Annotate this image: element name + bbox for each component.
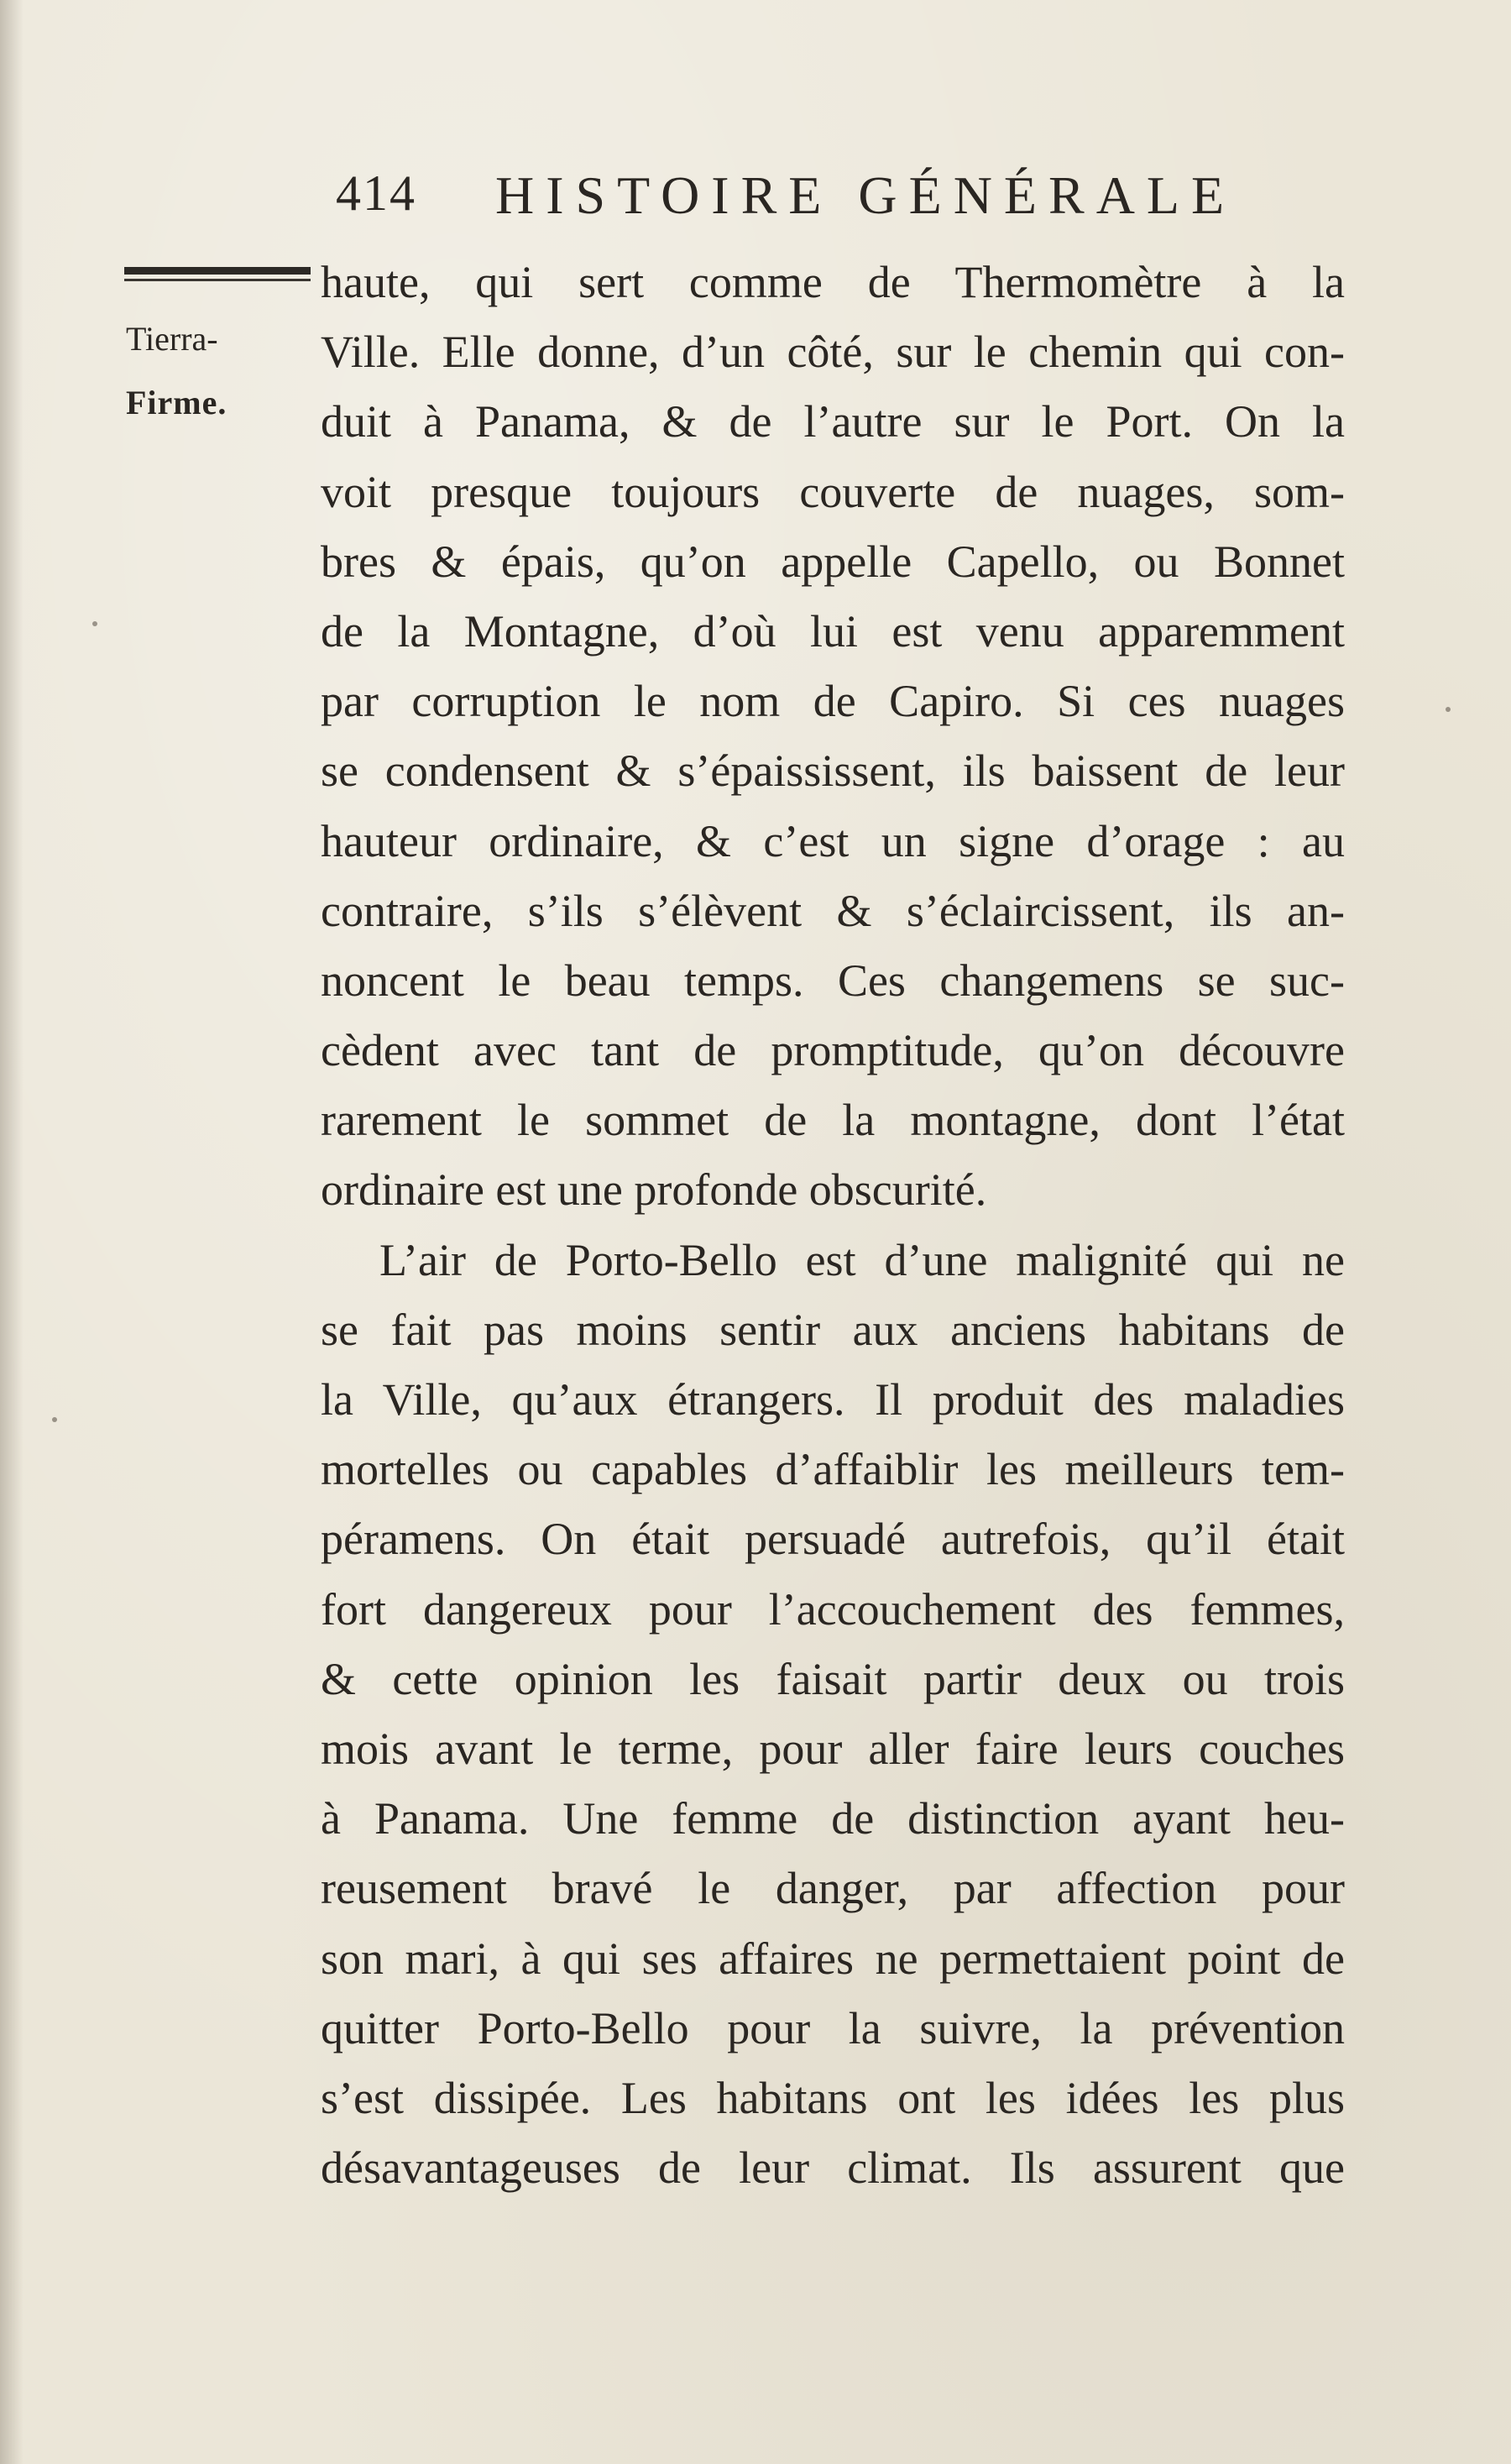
running-title: HISTOIRE GÉNÉRALE xyxy=(495,165,1237,225)
page-header xyxy=(336,165,1310,232)
marginal-note xyxy=(126,307,327,435)
paper-speck xyxy=(92,621,97,626)
text-line: cèdent avec tant de promptitude, qu’on découvre xyxy=(321,1025,1345,1076)
text-line: se condensent & s’épaississent, ils baissent de leur xyxy=(321,745,1345,797)
text-line: péramens. On était persuadé autrefois, qu’il était xyxy=(321,1514,1345,1565)
ornamental-rule-thick xyxy=(124,267,311,275)
text-line: par corruption le nom de Capiro. Si ces nuages xyxy=(321,676,1345,727)
text-line: ordinaire est une profonde obscurité. xyxy=(321,1164,987,1216)
text-line: bres & épais, qu’on appelle Capello, ou Bonnet xyxy=(321,536,1345,587)
text-line: de la Montagne, d’où lui est venu apparemment xyxy=(321,605,1345,657)
marginal-note-line: Firme. xyxy=(126,384,227,421)
text-line: reusement bravé le danger, par affection pour xyxy=(321,1863,1345,1914)
text-line: haute, qui sert comme de Thermomètre à la xyxy=(321,257,1345,307)
text-line: se fait pas moins sentir aux anciens habitans de xyxy=(321,1304,1345,1355)
text-line: duit à Panama, & de l’autre sur le Port. On la xyxy=(321,396,1345,447)
body-text xyxy=(321,248,1345,2203)
text-line: contraire, s’ils s’élèvent & s’éclaircissent, ils an- xyxy=(321,885,1345,936)
text-line: Ville. Elle donne, d’un côté, sur le chemin qui con- xyxy=(321,327,1345,378)
text-line: & cette opinion les faisait partir deux ou trois xyxy=(321,1653,1345,1704)
binding-shadow xyxy=(0,0,24,2464)
text-line: s’est dissipée. Les habitans ont les idées les plus xyxy=(321,2072,1345,2123)
text-line: voit presque toujours couverte de nuages, som- xyxy=(321,466,1345,517)
marginal-note-line: Tierra- xyxy=(126,320,218,358)
page-number: 414 xyxy=(336,165,416,221)
text-line: mortelles ou capables d’affaiblir les meilleurs tem- xyxy=(321,1444,1345,1495)
paper-speck xyxy=(52,1417,57,1422)
text-line: fort dangereux pour l’accouchement des femmes, xyxy=(321,1583,1345,1635)
text-line: noncent le beau temps. Ces changemens se suc- xyxy=(321,955,1345,1006)
text-line: L’air de Porto-Bello est d’une malignité qui ne xyxy=(379,1234,1345,1285)
ornamental-rule-thin xyxy=(124,279,311,281)
paper-speck xyxy=(1446,707,1451,712)
text-line: hauteur ordinaire, & c’est un signe d’orage : au xyxy=(321,815,1345,866)
text-line: son mari, à qui ses affaires ne permettaient point de xyxy=(321,1933,1345,1984)
text-line: mois avant le terme, pour aller faire leurs couches xyxy=(321,1723,1345,1774)
text-line: rarement le sommet de la montagne, dont l’état xyxy=(321,1095,1345,1146)
text-line: la Ville, qu’aux étrangers. Il produit des maladies xyxy=(321,1374,1345,1425)
text-line: désavantageuses de leur climat. Ils assurent que xyxy=(321,2142,1345,2194)
ornamental-rule xyxy=(124,267,311,285)
text-line: à Panama. Une femme de distinction ayant heu- xyxy=(321,1793,1345,1844)
text-line: quitter Porto-Bello pour la suivre, la prévention xyxy=(321,2002,1345,2053)
